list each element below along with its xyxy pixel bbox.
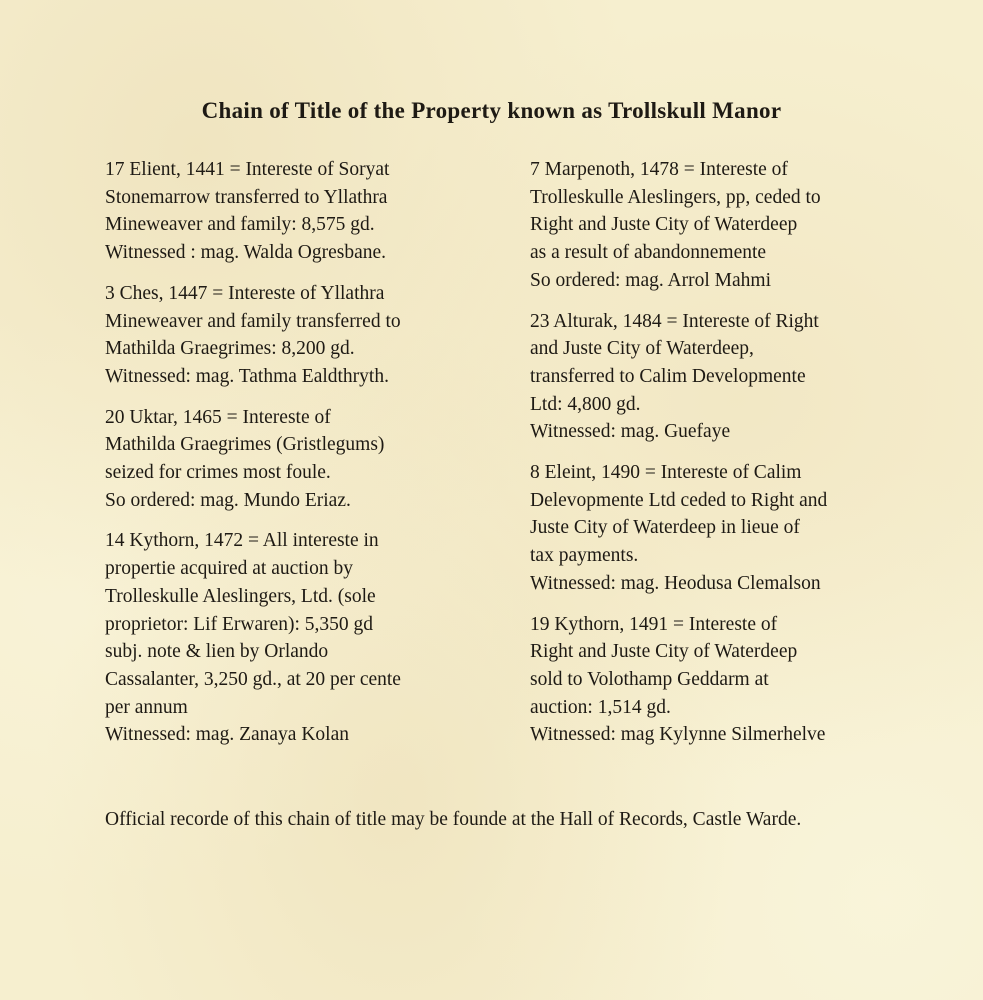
entry-line: Witnessed : mag. Walda Ogresbane. <box>105 242 387 264</box>
left-column <box>105 156 505 762</box>
entry-line: Stonemarrow transferred to Yllathra <box>105 186 388 208</box>
entry-line: Mathilda Graegrimes: 8,200 gd. <box>105 338 355 360</box>
footer-note: Official recorde of this chain of title may be founde at the Hall of Records, Castle Warde. <box>105 809 802 830</box>
entry-line: as a result of abandonnemente <box>530 242 767 264</box>
entry-line: transferred to Calim Developmente <box>530 365 806 387</box>
entry-line: Trolleskulle Aleslingers, pp, ceded to <box>530 186 821 208</box>
title-entry <box>105 404 505 515</box>
entry-line: 20 Uktar, 1465 = Intereste of <box>105 406 331 428</box>
title-entry <box>530 459 930 598</box>
entry-line: Mineweaver and family transferred to <box>105 310 401 332</box>
entry-line: Witnessed: mag. Tathma Ealdthryth. <box>105 365 389 387</box>
entry-line: Mathilda Graegrimes (Gristlegums) <box>105 434 385 456</box>
right-column <box>530 156 930 762</box>
entry-line: 3 Ches, 1447 = Intereste of Yllathra <box>105 282 385 304</box>
entry-line: Right and Juste City of Waterdeep <box>530 214 798 236</box>
entry-line: Witnessed: mag Kylynne Silmerhelve <box>530 724 826 746</box>
entry-line: 19 Kythorn, 1491 = Intereste of <box>530 613 778 635</box>
entry-line: Mineweaver and family: 8,575 gd. <box>105 214 375 236</box>
entry-line: sold to Volothamp Geddarm at <box>530 668 769 690</box>
entry-line: proprietor: Lif Erwaren): 5,350 gd <box>105 613 374 635</box>
title-entry <box>105 156 505 267</box>
entry-line: auction: 1,514 gd. <box>530 696 671 718</box>
entry-line: Juste City of Waterdeep in lieue of <box>530 517 800 539</box>
entry-line: propertie acquired at auction by <box>105 558 353 580</box>
title-entry <box>530 308 930 447</box>
entry-line: and Juste City of Waterdeep, <box>530 338 754 360</box>
entry-line: 23 Alturak, 1484 = Intereste of Right <box>530 310 819 332</box>
title-entry <box>105 280 505 391</box>
entry-line: Delevopmente Ltd ceded to Right and <box>530 489 828 511</box>
entry-line: subj. note & lien by Orlando <box>105 641 329 663</box>
entry-line: Ltd: 4,800 gd. <box>530 393 641 415</box>
entry-line: So ordered: mag. Arrol Mahmi <box>530 269 771 291</box>
entry-line: 8 Eleint, 1490 = Intereste of Calim <box>530 462 802 484</box>
title-entry <box>530 156 930 295</box>
entry-line: 14 Kythorn, 1472 = All intereste in <box>105 530 379 552</box>
entry-line: Right and Juste City of Waterdeep <box>530 641 798 663</box>
entry-line: Trolleskulle Aleslingers, Ltd. (sole <box>105 585 376 607</box>
entry-line: 7 Marpenoth, 1478 = Intereste of <box>530 159 788 180</box>
entry-line: Witnessed: mag. Guefaye <box>530 421 731 443</box>
entry-line: per annum <box>105 696 188 718</box>
entry-line: Cassalanter, 3,250 gd., at 20 per cente <box>105 668 401 690</box>
entry-line: seized for crimes most foule. <box>105 462 331 484</box>
entry-line: So ordered: mag. Mundo Eriaz. <box>105 489 351 511</box>
document-title: Chain of Title of the Property known as Trollskull Manor <box>201 98 782 123</box>
title-entry <box>105 527 505 749</box>
entry-line: Witnessed: mag. Heodusa Clemalson <box>530 572 821 594</box>
entry-line: Witnessed: mag. Zanaya Kolan <box>105 724 349 746</box>
entry-line: tax payments. <box>530 545 639 567</box>
entry-line: 17 Elient, 1441 = Intereste of Soryat <box>105 159 390 180</box>
title-entry <box>530 611 930 750</box>
